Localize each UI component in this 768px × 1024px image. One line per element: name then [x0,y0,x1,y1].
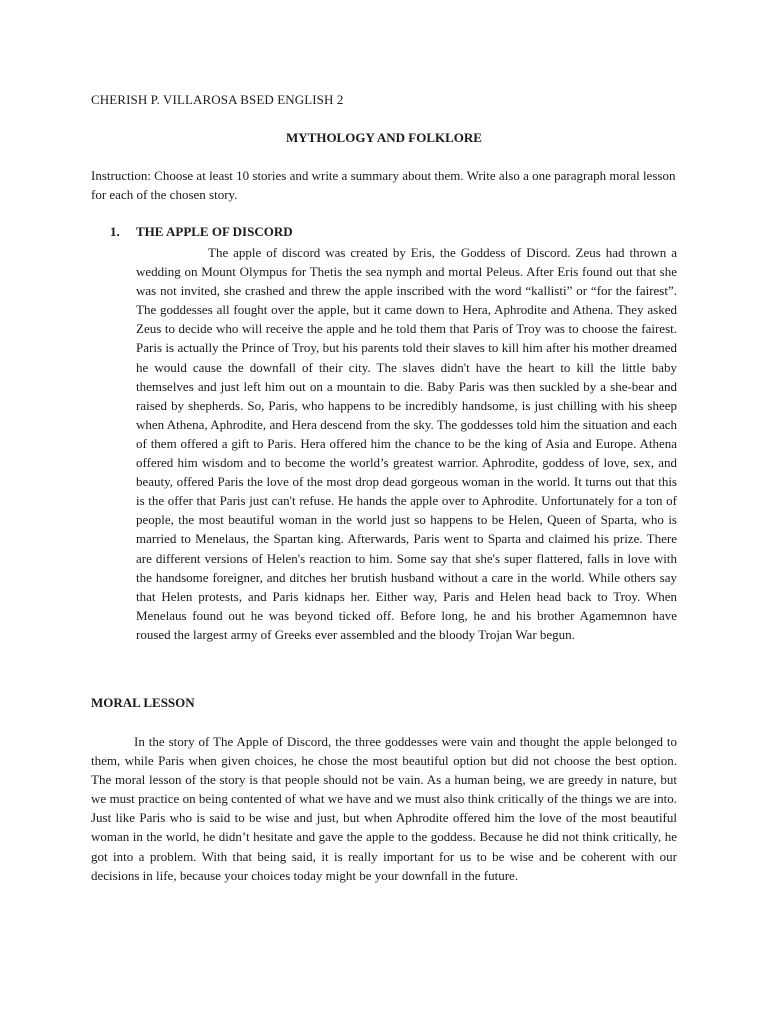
author-line: CHERISH P. VILLAROSA BSED ENGLISH 2 [91,92,344,107]
section-number: 1. [110,224,120,239]
moral-lesson-heading: MORAL LESSON [91,695,195,710]
instruction-paragraph: Instruction: Choose at least 10 stories and write a summary about them. Write also a one paragraph moral lesson for each of the chosen story. [91,168,676,202]
moral-lesson-paragraph: In the story of The Apple of Discord, the three goddesses were vain and thought the apple belonged to them, while Paris when given choices, he chose the most beautiful option but did not choose the best option. The moral lesson of the story is that people should not be vain. As a human being, we are greedy in nature, but we must practice on being contented of what we have and we must also think critically of the things we are into. Just like Paris who is said to be wise and just, but when Aphrodite offered him the love of the most beautiful woman in the world, he didn’t hesitate and gave the apple to the goddess. Because he did not think critically, he got into a problem. With that being said, it is really important for us to be wise and be coherent with our decisions in life, because your choices today might be your downfall in the future. [91,734,677,883]
story-paragraph: The apple of discord was created by Eris, the Goddess of Discord. Zeus had thrown a wedding on Mount Olympus for Thetis the sea nymph and mortal Peleus. After Eris found out that she was not invited, she crashed and threw the apple inscribed with the word “kallisti” or “for the fairest”. The goddesses all fought over the apple, but it came down to Hera, Aphrodite and Athena. They asked Zeus to decide who will receive the apple and he told them that Paris of Troy was to choose the fairest. Paris is actually the Prince of Troy, but his parents told their slaves to kill him after his mother dreamed he would cause the downfall of their city. The slaves didn't have the heart to kill the little baby themselves and just left him out on a mountain to die. Baby Paris was then suckled by a she-bear and raised by shepherds. So, Paris, who happens to be incredibly handsome, is just chilling with his sheep when Athena, Aphrodite, and Hera descend from the sky. The goddesses told him the situation and each of them offered a gift to Paris. Hera offered him the chance to be the king of Asia and Europe. Athena offered him wisdom and to become the world’s greatest warrior. Aphrodite, goddess of love, sex, and beauty, offered Paris the love of the most drop dead gorgeous woman in the world. It turns out that this is the offer that Paris just can't refuse. He hands the apple over to Aphrodite. Unfortunately for a ton of people, the most beautiful woman in the world just so happens to be Helen, Queen of Sparta, who is married to Menelaus, the Spartan king. Afterwards, Paris went to Sparta and claimed his prize. There are different versions of Helen's reaction to him. Some say that she's super flattered, falls in love with the handsome foreigner, and ditches her brutish husband without a care in the world. While others say that Helen protests, and Paris kidnaps her. Either way, Paris and Helen head back to Troy. When Menelaus found out he was beyond ticked off. Before long, he and his brother Agamemnon have roused the largest army of Greeks ever assembled and the bloody Trojan War begun. [136,245,677,642]
section-heading [110,224,293,240]
document-title: MYTHOLOGY AND FOLKLORE [286,130,482,145]
section-title: THE APPLE OF DISCORD [136,224,293,239]
